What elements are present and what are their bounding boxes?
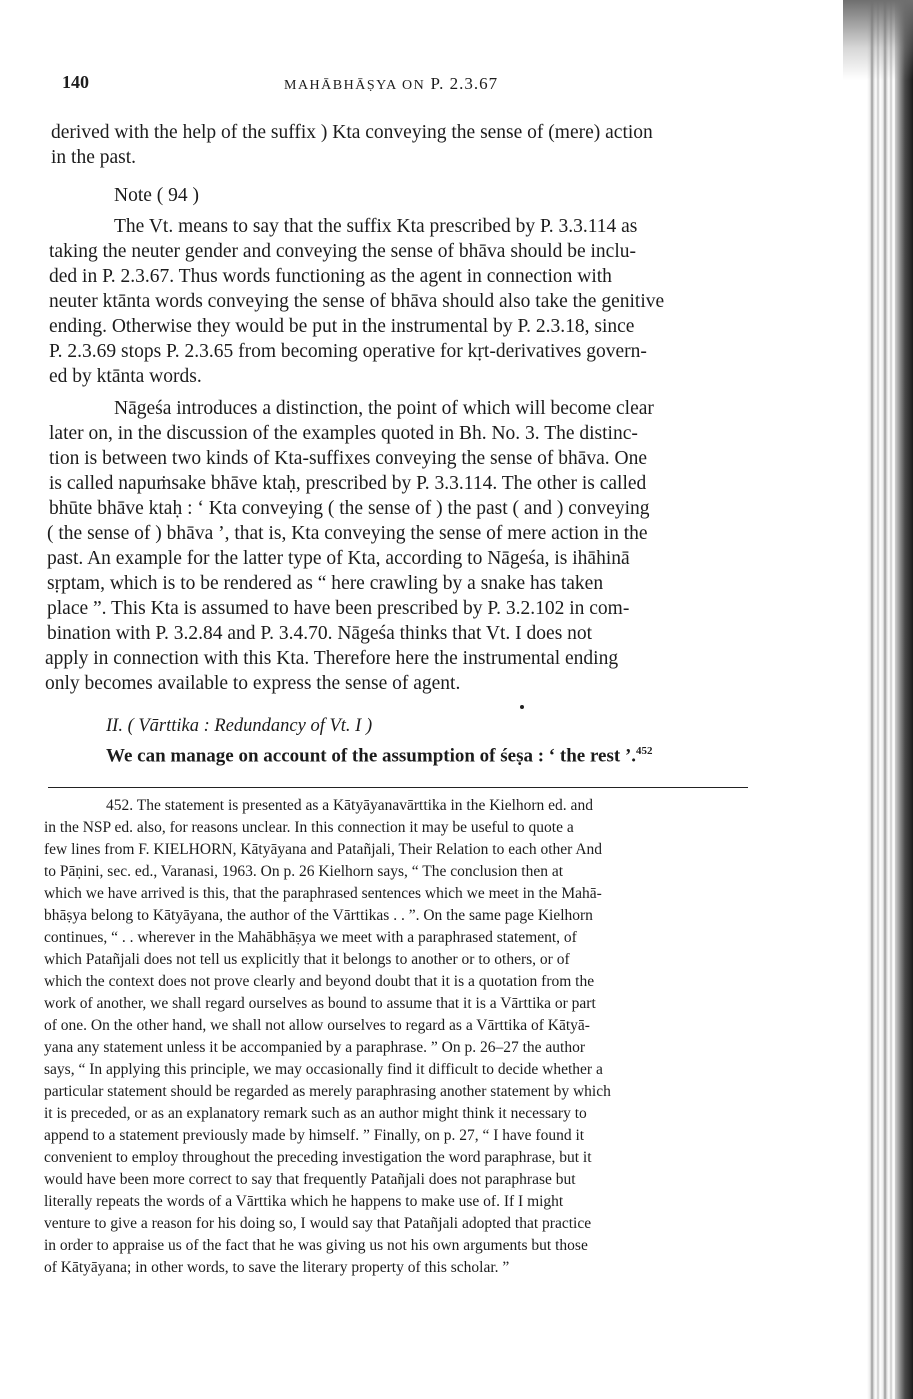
body-line: sṛptam, which is to be rendered as “ here crawling by a snake has taken [47,573,604,594]
footnote-line: literally repeats the words of a Vārttika which he happens to make use of. If I might [44,1193,564,1210]
body-line: taking the neuter gender and conveying the sense of bhāva should be inclu- [49,241,636,262]
body-line: ending. Otherwise they would be put in the instrumental by P. 2.3.18, since [49,316,635,337]
footnote-line: in order to appraise us of the fact that he was giving us not his own arguments but those [44,1237,588,1254]
body-line: neuter ktānta words conveying the sense of bhāva should also take the genitive [49,291,665,312]
body-line: ed by ktānta words. [49,366,202,387]
body-line: in the past. [51,147,137,168]
page-number: 140 [62,72,89,92]
note-heading: Note ( 94 ) [114,185,200,206]
footnote-line: to Pāṇini, sec. ed., Varanasi, 1963. On p. 26 Kielhorn says, “ The conclusion then at [44,863,564,880]
running-title: MAHĀBHĀṢYA ON [284,78,426,93]
varttika-heading: II. ( Vārttika : Redundancy of Vt. I ) [106,716,373,736]
footnote-line: would have been more correct to say that frequently Patañjali does not paraphrase but [44,1171,576,1188]
ink-dot [520,705,524,709]
footnote-line: says, “ In applying this principle, we may occasionally find it difficult to decide whether a [44,1061,603,1078]
body-line: Nāgeśa introduces a distinction, the point of which will become clear [114,398,654,419]
varttika-statement [106,745,653,767]
footnote-reference: 452 [636,745,653,757]
footnote-line: few lines from F. KIELHORN, Kātyāyana and Patañjali, Their Relation to each other And [44,841,603,858]
body-line: tion is between two kinds of Kta-suffixes conveying the sense of bhāva. One [49,448,648,469]
footnote-line: of one. On the other hand, we shall not allow ourselves to regard as a Vārttika of Kātyā- [44,1017,590,1034]
body-line: only becomes available to express the sense of agent. [45,673,461,694]
body-line: bhūte bhāve ktaḥ : ‘ Kta conveying ( the sense of ) the past ( and ) conveying [49,498,650,519]
footnote-line: convenient to employ throughout the preceding investigation the word paraphrase, but it [44,1149,592,1166]
footnote-line: bhāṣya belong to Kātyāyana, the author of the Vārttikas . . ”. On the same page Kielhorn [44,907,593,924]
footnote-line: yana any statement unless it be accompanied by a paraphrase. ” On p. 26–27 the author [44,1039,586,1056]
body-line: past. An example for the latter type of Kta, according to Nāgeśa, is ihāhinā [47,548,630,569]
body-line: ded in P. 2.3.67. Thus words functioning as the agent in connection with [49,266,612,287]
footnote-line: of Kātyāyana; in other words, to save the literary property of this scholar. ” [44,1259,510,1276]
body-line: ( the sense of ) bhāva ’, that is, Kta conveying the sense of mere action in the [47,523,648,544]
body-line: The Vt. means to say that the suffix Kta prescribed by P. 3.3.114 as [114,216,638,237]
body-line: place ”. This Kta is assumed to have been prescribed by P. 3.2.102 in com- [47,598,630,619]
footnote-line: which we have arrived is this, that the paraphrased sentences which we meet in the Mahā- [44,885,602,902]
running-rule: P. 2.3.67 [430,74,499,93]
body-line: apply in connection with this Kta. Therefore here the instrumental ending [45,648,619,669]
footnote-line: in the NSP ed. also, for reasons unclear. In this connection it may be useful to quote a [44,819,574,836]
binding-top-shadow [843,0,913,80]
footnote-line: 452. The statement is presented as a Kātyāyanavārttika in the Kielhorn ed. and [106,797,593,814]
varttika-statement-text: We can manage on account of the assumption of śeṣa : ‘ the rest ’. [106,745,637,767]
footnote-line: append to a statement previously made by himself. ” Finally, on p. 27, “ I have found it [44,1127,585,1144]
footnote-line: it is preceded, or as an explanatory remark such as an author might think it necessary to [44,1105,587,1122]
body-line: later on, in the discussion of the examples quoted in Bh. No. 3. The distinc- [49,423,638,444]
footnote-line: particular statement should be regarded as merely paraphrasing another statement by which [44,1083,611,1100]
footnote-line: work of another, we shall regard ourselves as bound to assume that it is a Vārttika or part [44,995,596,1012]
body-line: derived with the help of the suffix ) Kta conveying the sense of (mere) action [51,122,653,143]
footnote-line: continues, “ . . wherever in the Mahābhāṣya we meet with a paraphrased statement, of [44,929,577,946]
footnote-line: venture to give a reason for his doing so, I would say that Patañjali adopted that practice [44,1215,592,1232]
body-line: bination with P. 3.2.84 and P. 3.4.70. Nāgeśa thinks that Vt. I does not [47,623,593,644]
running-head [284,74,498,94]
body-line: P. 2.3.69 stops P. 2.3.65 from becoming operative for kṛt-derivatives govern- [49,341,647,362]
footnote-separator [48,787,748,788]
book-binding-shadow [895,0,913,1399]
body-line: is called napuṁsake bhāve ktaḥ, prescribed by P. 3.3.114. The other is called [49,473,647,494]
footnote-line: which the context does not prove clearly and beyond doubt that it is a quotation from the [44,973,595,990]
footnote-line: which Patañjali does not tell us explicitly that it belongs to another or to others, or of [44,951,570,968]
